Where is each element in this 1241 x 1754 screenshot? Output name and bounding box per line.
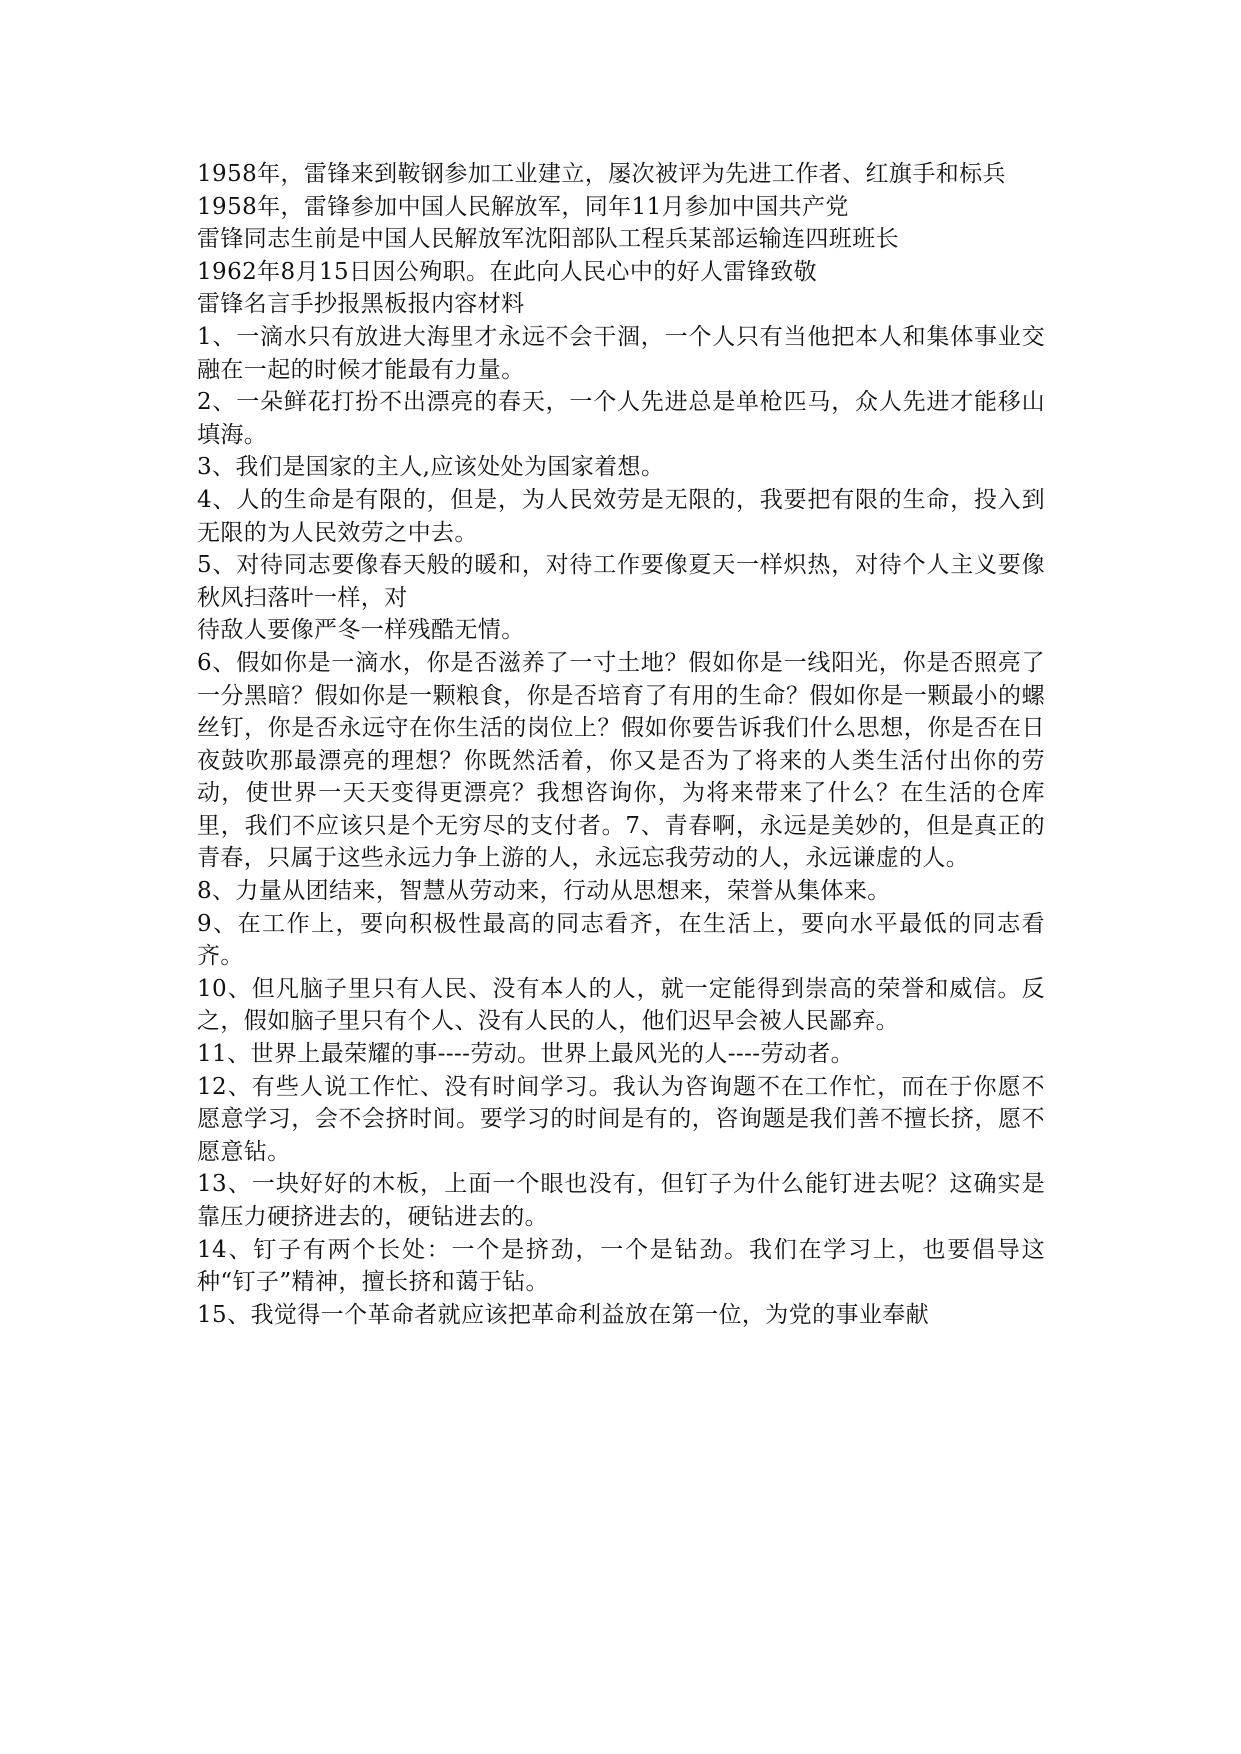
- quote-item: 8、力量从团结来，智慧从劳动来，行动从思想来，荣誉从集体来。: [197, 878, 891, 905]
- section-heading: 雷锋名言手抄报黑板报内容材料: [197, 291, 525, 318]
- quote-item: 4、人的生命是有限的，但是，为人民效劳是无限的，我要把有限的生命，投入到无限的为人民效劳之中去。: [197, 486, 1045, 546]
- quote-item: 10、但凡脑子里只有人民、没有本人的人，就一定能得到崇高的荣誉和威信。反之，假如脑子里只有个人、没有人民的人，他们迟早会被人民鄙弃。: [197, 975, 1045, 1035]
- quote-item: 5、对待同志要像春天般的暖和，对待工作要像夏天一样炽热，对待个人主义要像秋风扫落叶一样，对: [197, 552, 1045, 611]
- paragraph: 1958年，雷锋来到鞍钢参加工业建立，屡次被评为先进工作者、红旗手和标兵: [197, 161, 1006, 187]
- quote-item: 13、一块好好的木板，上面一个眼也没有，但钉子为什么能钉进去呢？这确实是靠压力硬挤进去的，硬钻进去的。: [197, 1171, 1045, 1230]
- paragraph: 1958年，雷锋参加中国人民解放军，同年11月参加中国共产党: [197, 193, 849, 220]
- paragraph: 雷锋同志生前是中国人民解放军沈阳部队工程兵某部运输连四班班长: [197, 226, 899, 253]
- paragraph: 1962年8月15日因公殉职。在此向人民心中的好人雷锋致敬: [197, 258, 818, 285]
- quote-item: 11、世界上最荣耀的事----劳动。世界上最风光的人----劳动者。: [197, 1041, 855, 1068]
- quote-item: 2、一朵鲜花打扮不出漂亮的春天，一个人先进总是单枪匹马，众人先进才能移山填海。: [197, 389, 1045, 448]
- quote-item: 1、一滴水只有放进大海里才永远不会干涸，一个人只有当他把本人和集体事业交融在一起的时候才能最有力量。: [197, 323, 1045, 383]
- quote-item: 15、我觉得一个革命者就应该把革命利益放在第一位，为党的事业奉献: [197, 1301, 930, 1328]
- quote-item: 12、有些人说工作忙、没有时间学习。我认为咨询题不在工作忙，而在于你愿不愿意学习，会不会挤时间。要学习的时间是有的，咨询题是我们善不擅长挤，愿不愿意钻。: [197, 1073, 1045, 1165]
- document-body: [197, 158, 1045, 1331]
- quote-item: 14、钉子有两个长处：一个是挤劲，一个是钻劲。我们在学习上，也要倡导这种“钉子”精神，擅长挤和蔼于钻。: [197, 1236, 1045, 1296]
- quote-item: 3、我们是国家的主人,应该处处为国家着想。: [197, 454, 665, 481]
- quote-item: 9、在工作上，要向积极性最高的同志看齐，在生活上，要向水平最低的同志看齐。: [197, 910, 1045, 970]
- quote-item-continuation: 待敌人要像严冬一样残酷无情。: [197, 617, 525, 644]
- quote-item: 6、假如你是一滴水，你是否滋养了一寸土地？假如你是一线阳光，你是否照亮了一分黑暗？假如你是一颗粮食，你是否培育了有用的生命？假如你是一颗最小的螺丝钉，你是否永远守在你生活的岗位上？假如你要告诉我们什么思想，你是否在日夜鼓吹那最漂亮的理想？你既然活着，你又是否为了将来的人类生活付出你的劳动，使世界一天天变得更漂亮？我想咨询你，为将来带来了什么？在生活的仓库里，我们不应该只是个无穷尽的支付者。7、青春啊，永远是美妙的，但是真正的青春，只属于这些永远力争上游的人，永远忘我劳动的人，永远谦虚的人。: [197, 649, 1045, 872]
